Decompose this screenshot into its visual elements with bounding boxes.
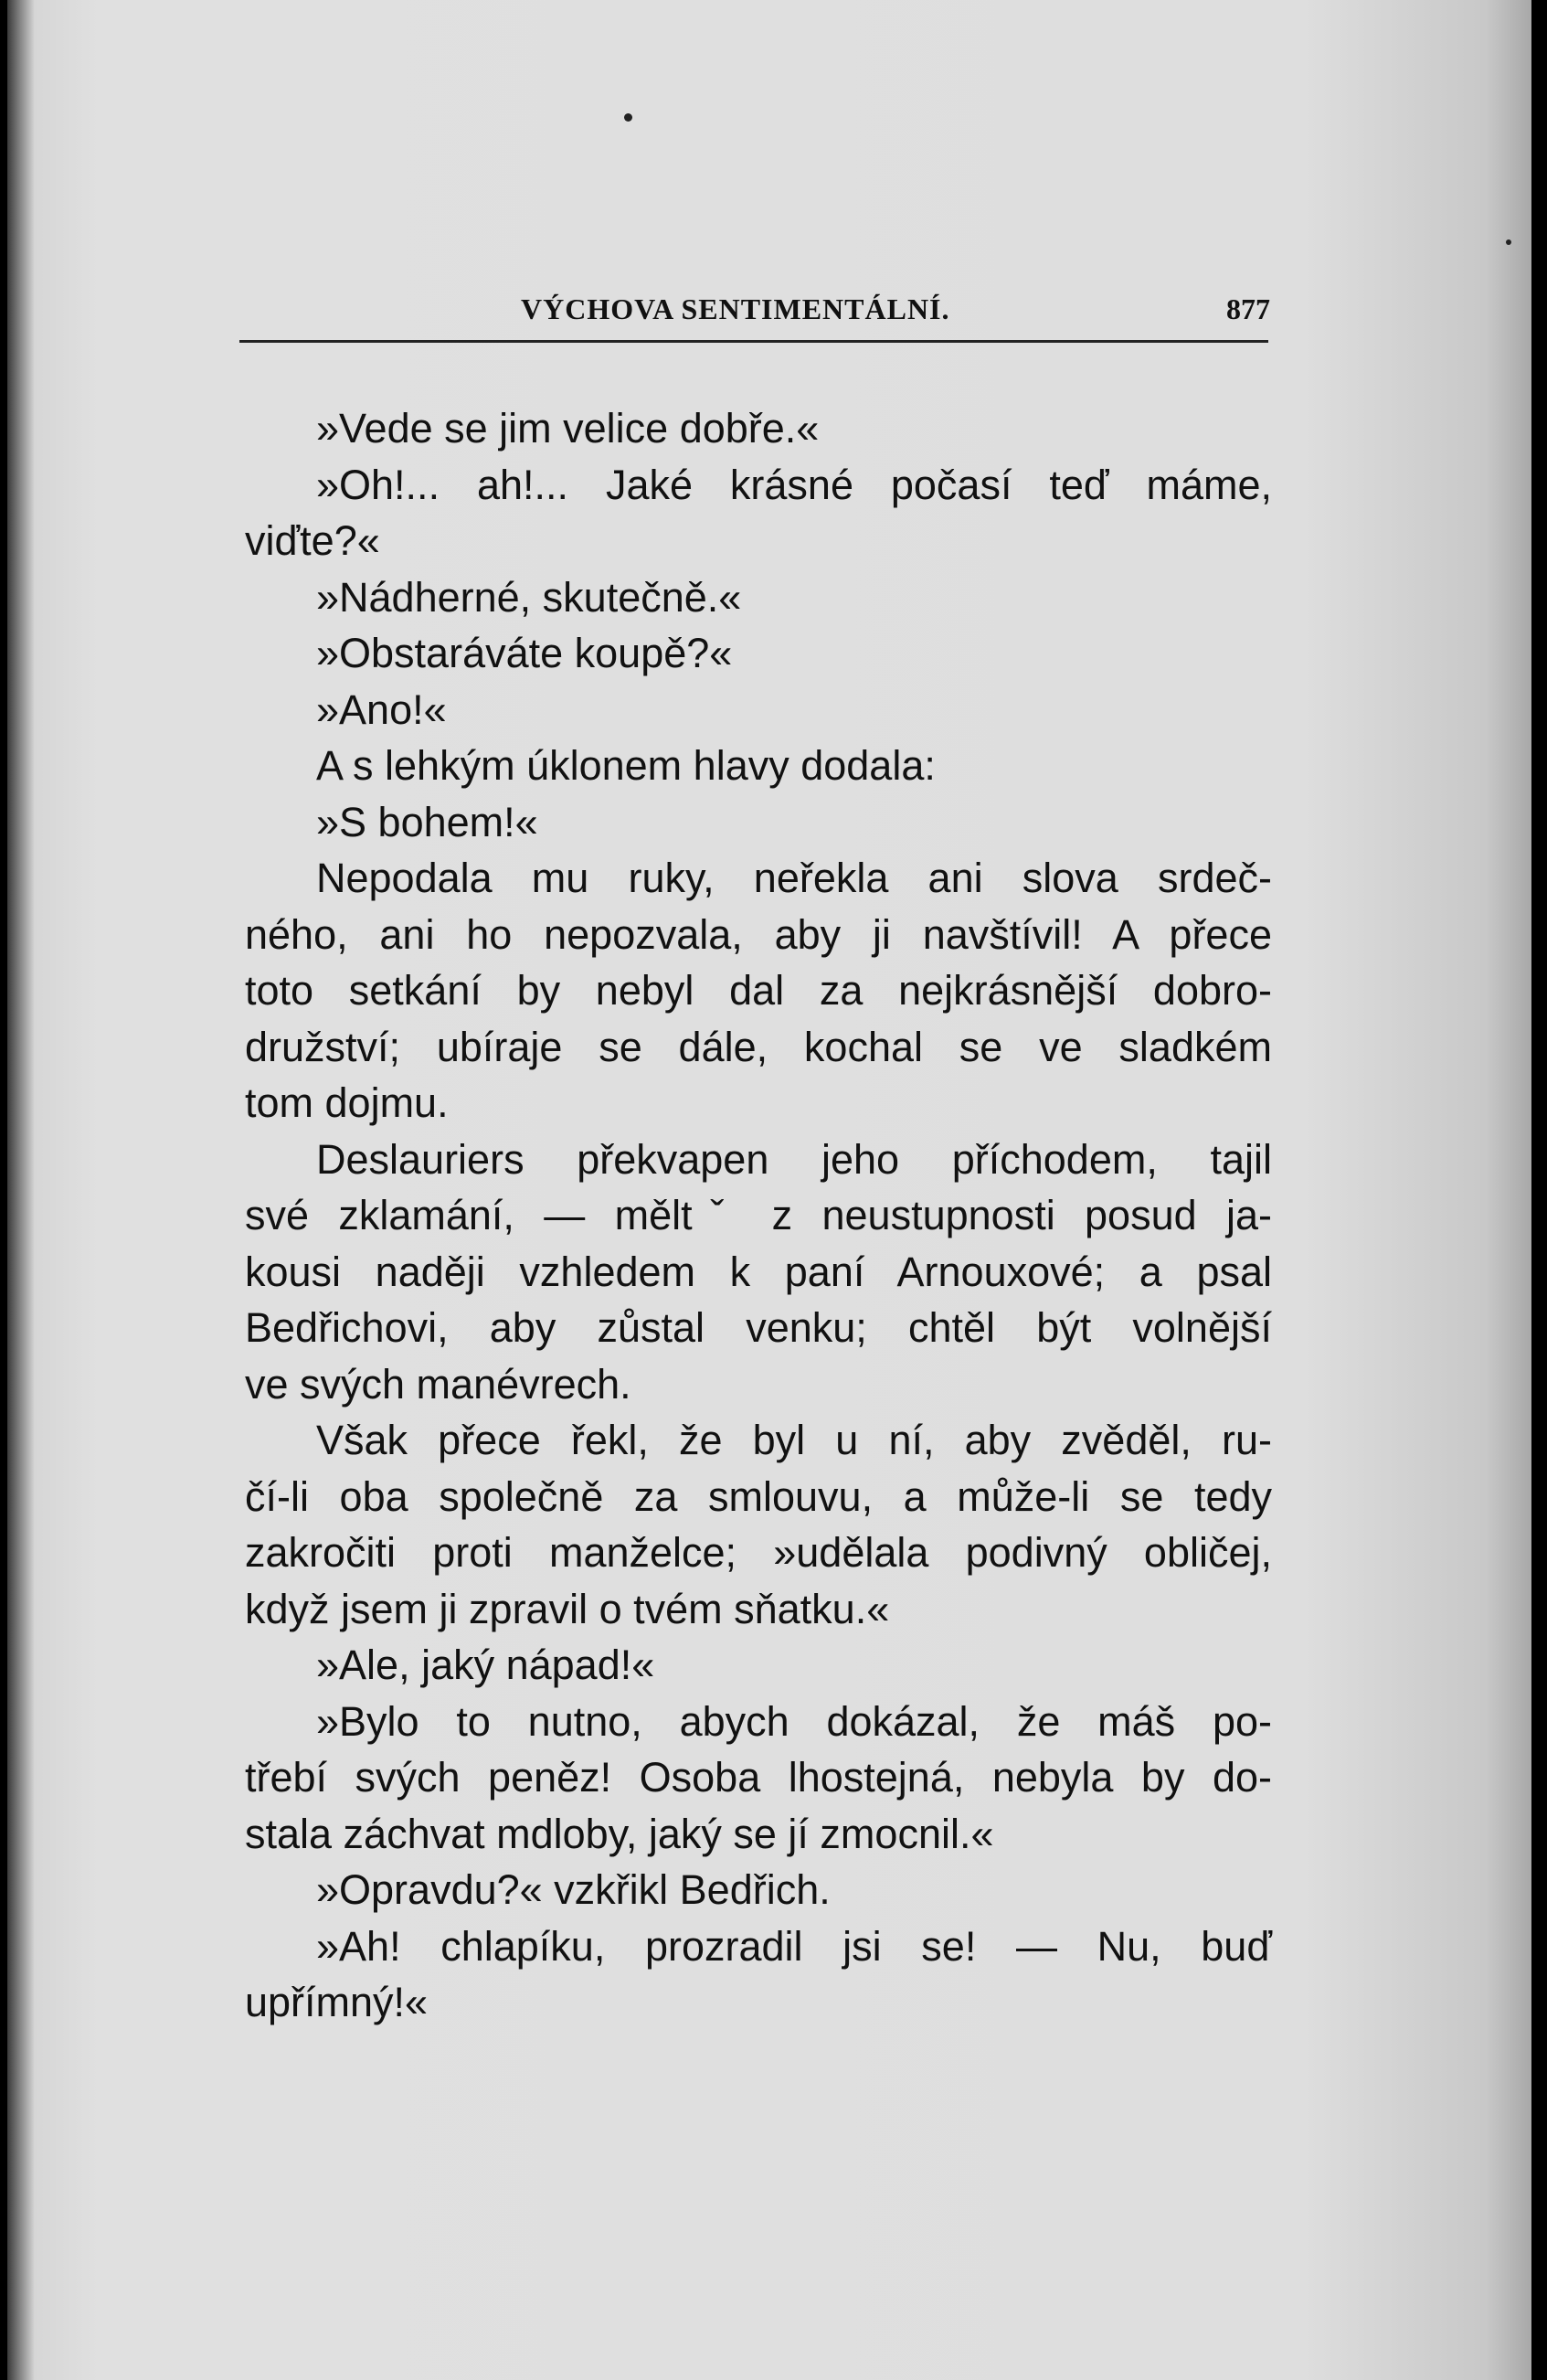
header-rule: [239, 340, 1268, 343]
text-line: ve svých manévrech.: [245, 1360, 631, 1408]
speck: [624, 113, 632, 122]
text-line: když jsem ji zpravil o tvém sňatku.«: [245, 1585, 890, 1632]
text-line: »Nádherné, skutečně.«: [316, 573, 742, 621]
text-line: třebí svých peněz! Osoba lhostejná, nebyla by do-: [245, 1754, 1272, 1801]
text-line: Deslauriers překvapen jeho příchodem, tajil: [316, 1135, 1272, 1183]
book-page: [7, 0, 1531, 2380]
binding-shadow: [7, 0, 35, 2380]
text-line: družství; ubíraje se dále, kochal se ve sladkém: [245, 1023, 1272, 1070]
text-line: zakročiti proti manželce; »udělala podivný obličej,: [245, 1529, 1272, 1576]
text-line: »Bylo to nutno, abych dokázal, že máš po-: [316, 1697, 1272, 1745]
text-line: »Opravdu?« vzkřikl Bedřich.: [316, 1866, 831, 1913]
text-line: »Obstaráváte koupě?«: [316, 630, 733, 676]
text-line: toto setkání by nebyl dal za nejkrásnější dobro-: [245, 967, 1272, 1014]
text-line: upřímný!«: [245, 1979, 429, 2025]
text-line: stala záchvat mdloby, jaký se jí zmocnil.«: [245, 1810, 994, 1857]
body-text: [245, 400, 1272, 2031]
text-line: »Ah! chlapíku, prozradil jsi se! — Nu, buď: [316, 1922, 1272, 1970]
text-line: »Vede se jim velice dobře.«: [316, 405, 820, 452]
text-line: kousi naději vzhledem k paní Arnouxové; a psal: [245, 1248, 1272, 1295]
text-line: »S bohem!«: [316, 798, 538, 845]
text-line: ného, ani ho nepozvala, aby ji navštívil! A přece: [245, 910, 1272, 958]
text-line: Bedřichovi, aby zůstal venku; chtěl být volnější: [245, 1304, 1272, 1351]
text-line: čí-li oba společně za smlouvu, a může-li se tedy: [245, 1472, 1272, 1520]
text-line: své zklamání, — měltˇ z neustupnosti posud ja-: [245, 1192, 1272, 1238]
text-line: Nepodala mu ruky, neřekla ani slova srdeč-: [316, 855, 1272, 901]
text-line: »Ano!«: [316, 685, 447, 733]
text-line: viďte?«: [245, 517, 380, 564]
text-line: A s lehkým úklonem hlavy dodala:: [316, 742, 936, 789]
text-line: Však přece řekl, že byl u ní, aby zvěděl, ru-: [316, 1417, 1272, 1463]
page-number: 877: [1226, 292, 1270, 325]
speck: [1506, 239, 1511, 245]
running-title: VÝCHOVA SENTIMENTÁLNÍ.: [521, 292, 950, 325]
text-line: »Oh!... ah!... Jaké krásné počasí teď máme,: [316, 461, 1272, 508]
text-line: »Ale, jaký nápad!«: [316, 1642, 655, 1688]
page-header: [238, 292, 1270, 338]
text-line: tom dojmu.: [245, 1079, 449, 1126]
